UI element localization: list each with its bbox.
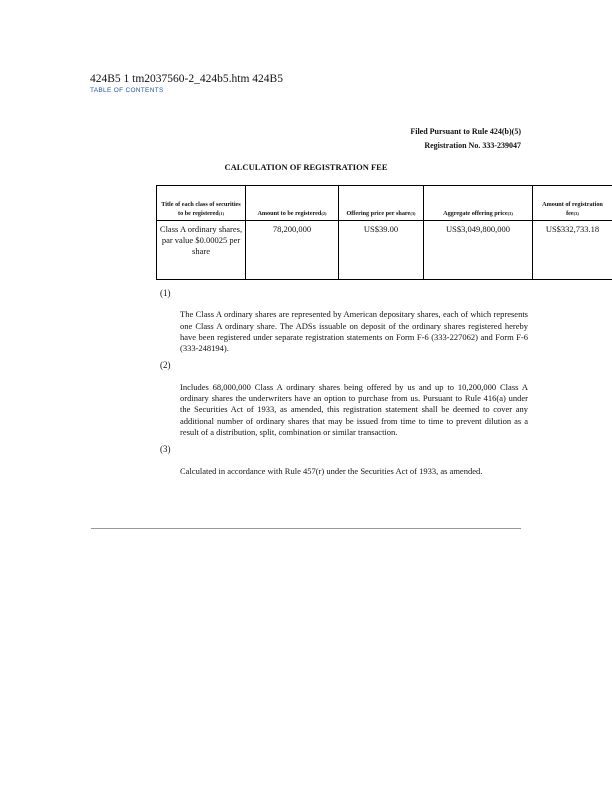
table-row — [157, 221, 612, 280]
footnotes — [160, 288, 528, 483]
fee-table-title: CALCULATION OF REGISTRATION FEE — [224, 162, 388, 172]
footnote-number: (1) — [160, 288, 171, 298]
table-of-contents-link[interactable]: TABLE OF CONTENTS — [90, 87, 164, 94]
footnote-text: The Class A ordinary shares are represented by American depositary shares, each of which represents one Class A ordinary share. The ADSs issuable on deposit of the ordinary shares registered hereby have been registered under separate registration statements on Form F-6 (333-227062) and Form F-6 (333-248194). — [180, 309, 528, 354]
registration-number: Registration No. 333-239047 — [424, 141, 521, 150]
cell-amount-registered: 78,200,000 — [246, 221, 339, 280]
filed-pursuant-line: Filed Pursuant to Rule 424(b)(5) — [410, 127, 521, 136]
footnote — [160, 360, 528, 438]
footnote-text: Includes 68,000,000 Class A ordinary shares being offered by us and up to 10,200,000 Class A ordinary shares the underwriters have an option to purchase from us. Pursuant to Rule 416(a) under the Securities Act of 1933, as amended, this registration statement shall be deemed to cover any additional number of ordinary shares that may be issued from time to time to prevent dilution as a result of a distribution, split, combination or similar transaction. — [180, 381, 528, 437]
footnote — [160, 288, 528, 354]
cell-aggregate-price: US$3,049,800,000 — [424, 221, 533, 280]
document-header — [90, 72, 283, 95]
column-header-title-of-class: Title of each class of securities to be registered(1) — [157, 186, 246, 221]
cell-security-class: Class A ordinary shares, par value $0.00025 per share — [157, 221, 246, 280]
column-header-aggregate-price: Aggregate offering price(3) — [424, 186, 533, 221]
column-header-registration-fee: Amount of registration fee(3) — [533, 186, 612, 221]
document-title: 424B5 1 tm2037560-2_424b5.htm 424B5 — [90, 73, 283, 85]
footnote-number: (2) — [160, 360, 171, 371]
footnote — [160, 444, 528, 477]
registration-fee-table — [156, 185, 612, 280]
footnote-number: (3) — [160, 444, 171, 455]
column-header-amount-registered: Amount to be registered(2) — [246, 186, 339, 221]
cell-offering-price: US$39.00 — [339, 221, 424, 280]
horizontal-divider — [91, 528, 521, 529]
table-header-row — [157, 186, 612, 221]
cell-registration-fee: US$332,733.18 — [533, 221, 612, 280]
filing-info — [410, 125, 521, 153]
column-header-offering-price: Offering price per share(3) — [339, 186, 424, 221]
footnote-text: Calculated in accordance with Rule 457(r) under the Securities Act of 1933, as amended. — [180, 465, 483, 476]
